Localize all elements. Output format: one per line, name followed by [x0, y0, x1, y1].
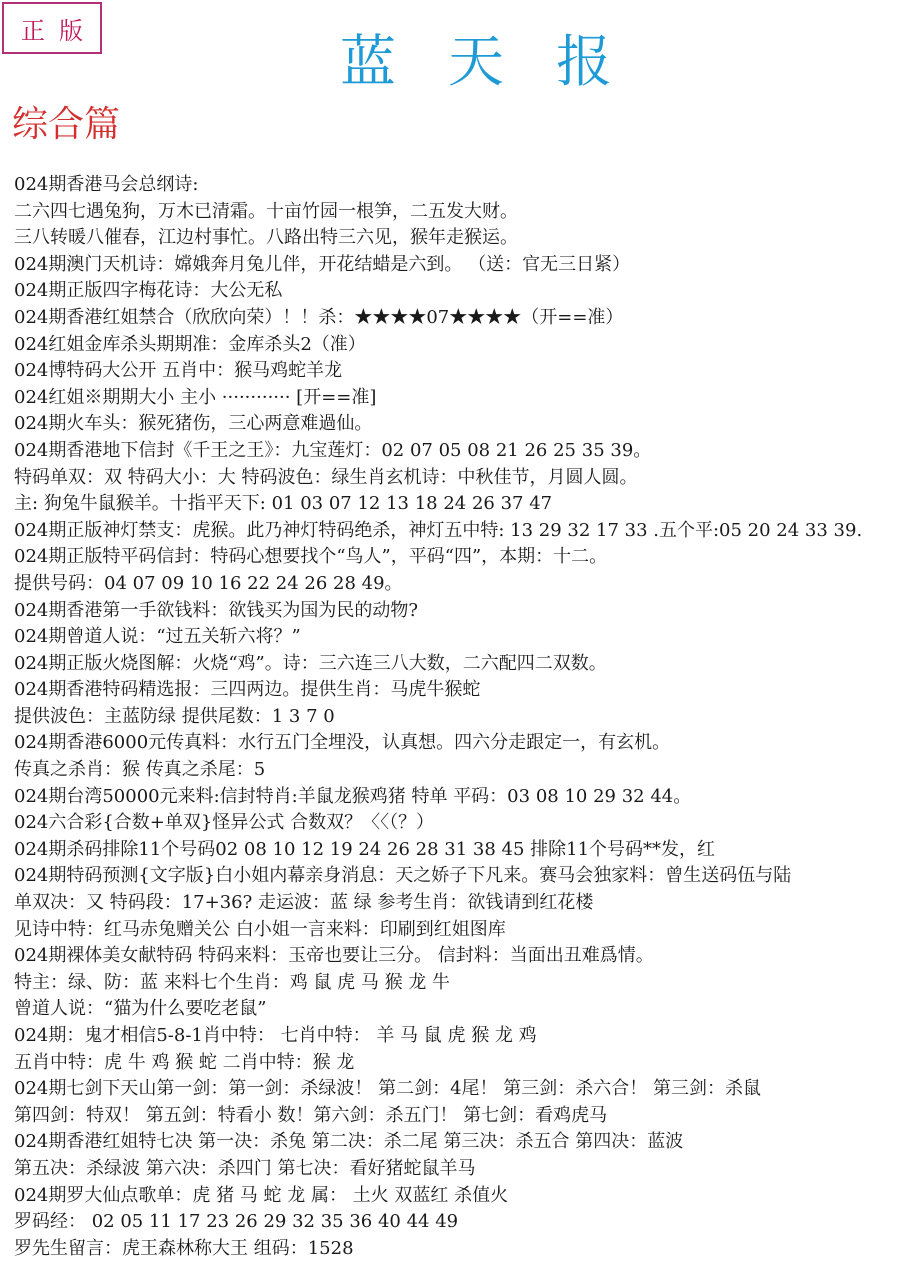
text-line: 024期七剑下天山第一剑：第一剑：杀绿波！ 第二剑：4尾！ 第三剑：杀六合！ 第三剑：杀鼠	[14, 1078, 761, 1100]
text-line: 024期香港第一手欲钱料：欲钱买为国为民的动物?	[14, 599, 419, 621]
text-line: 024期香港红姐特七决 第一决：杀兔 第二决：杀二尾 第三决：杀五合 第四决：蓝波	[14, 1131, 684, 1153]
text-line: 见诗中特：红马赤兔赠关公 白小姐一言来料：印刷到红姐图库	[14, 918, 506, 940]
text-line: 024期特码预测{文字版}白小姐内幕亲身消息：天之娇子下凡来。赛马会独家料：曾生送码伍与陆	[14, 865, 792, 887]
article-body	[14, 172, 894, 1262]
text-line: 传真之杀肖：猴 传真之杀尾：5	[14, 759, 266, 781]
text-line: 024六合彩{合数+单双}怪异公式 合数双？〈〈（？）	[14, 812, 435, 834]
text-line: 024期正版火烧图解：火烧“鸡”。诗：三六连三八大数，二六配四二双数。	[14, 652, 607, 674]
text-line: 提供波色：主蓝防绿 提供尾数：1 3 7 0	[14, 705, 335, 727]
text-line: 024期香港红姐禁合（欣欣向荣）！！杀：★★★★07★★★★（开==准）	[14, 306, 624, 328]
text-line: 024期正版神灯禁支：虎猴。此乃神灯特码绝杀，神灯五中特: 13 29 32 17 33 .五个平:05 20 24 33 39.	[14, 519, 863, 541]
text-line: 特码单双：双 特码大小：大 特码波色：绿生肖玄机诗：中秋佳节，月圆人圆。	[14, 466, 638, 488]
text-line: 曾道人说：“猫为什么要吃老鼠”	[14, 998, 267, 1020]
text-line: 024期正版四字梅花诗：大公无私	[14, 280, 283, 302]
text-line: 024期香港6000元传真料：水行五门全埋没，认真想。四六分走跟定一，有玄机。	[14, 732, 671, 754]
text-line: 特主：绿、防：蓝 来料七个生肖：鸡 鼠 虎 马 猴 龙 牛	[14, 971, 451, 993]
text-line: 三八转暖八催春，江边村事忙。八路出特三六见，猴年走猴运。	[14, 227, 518, 249]
text-line: 罗先生留言：虎王森林称大王 组码：1528	[14, 1237, 354, 1259]
text-line: 024期：鬼才相信5-8-1肖中特： 七肖中特： 羊 马 鼠 虎 猴 龙 鸡	[14, 1025, 537, 1046]
text-line: 024期曾道人说：“过五关斩六将？”	[14, 626, 301, 648]
text-line: 024期香港马会总纲诗:	[14, 174, 199, 195]
text-line: 五肖中特：虎 牛 鸡 猴 蛇 二肖中特：猴 龙	[14, 1051, 355, 1073]
text-line: 主: 狗兔牛鼠猴羊。十指平天下: 01 03 07 12 13 18 24 26 37 47	[14, 493, 553, 515]
edition-badge-label: 正版	[21, 16, 97, 45]
text-line: 024期杀码排除11个号码02 08 10 12 19 24 26 28 31 38 45 排除11个号码**发，红	[14, 838, 716, 860]
text-line: 024期澳门天机诗：嫦娥奔月兔儿伴，开花结蜡是六到。 （送：官无三日紧）	[14, 253, 631, 275]
text-line: 024期罗大仙点歌单：虎 猪 马 蛇 龙 属： 土火 双蓝红 杀值火	[14, 1184, 509, 1206]
text-line: 024期台湾50000元来料:信封特肖:羊鼠龙猴鸡猪 特单 平码：03 08 10 29 32 44。	[14, 785, 692, 807]
text-line: 024红姐※期期大小 主小 ············ [开==准]	[14, 386, 377, 408]
text-line: 024红姐金库杀头期期准：金库杀头2（准）	[14, 333, 366, 355]
section-heading: 综合篇	[12, 104, 121, 145]
text-line: 024期香港地下信封《千王之王》：九宝莲灯：02 07 05 08 21 26 25 35 39。	[14, 439, 652, 461]
text-line: 第五决：杀绿波 第六决：杀四门 第七决：看好猪蛇鼠羊马	[14, 1157, 476, 1179]
text-line: 024期裸体美女献特码 特码来料：玉帝也要让三分。 信封料：当面出丑难爲情。	[14, 945, 654, 967]
text-line: 第四剑：特双！ 第五剑：特看小 数！第六剑：杀五门！ 第七剑：看鸡虎马	[14, 1104, 608, 1126]
text-line: 提供号码：04 07 09 10 16 22 24 26 28 49。	[14, 572, 403, 594]
text-line: 024期香港特码精选报：三四两边。提供生肖：马虎牛猴蛇	[14, 679, 481, 701]
newspaper-title: 蓝天报	[340, 30, 664, 95]
text-line: 024期正版特平码信封：特码心想要找个“鸟人”，平码“四”，本期：十二。	[14, 546, 608, 568]
text-line: 单双决：又 特码段：17+36? 走运波：蓝 绿 参考生肖：欲钱请到红花楼	[14, 892, 594, 914]
text-line: 罗码经： 02 05 11 17 23 26 29 32 35 36 40 44 49	[14, 1211, 459, 1233]
text-line: 二六四七遇兔狗，万木已清霜。十亩竹园一根笋，二五发大财。	[14, 200, 518, 222]
text-line: 024博特码大公开 五肖中：猴马鸡蛇羊龙	[14, 360, 343, 382]
text-line: 024期火车头：猴死猪伤，三心两意难過仙。	[14, 413, 373, 435]
